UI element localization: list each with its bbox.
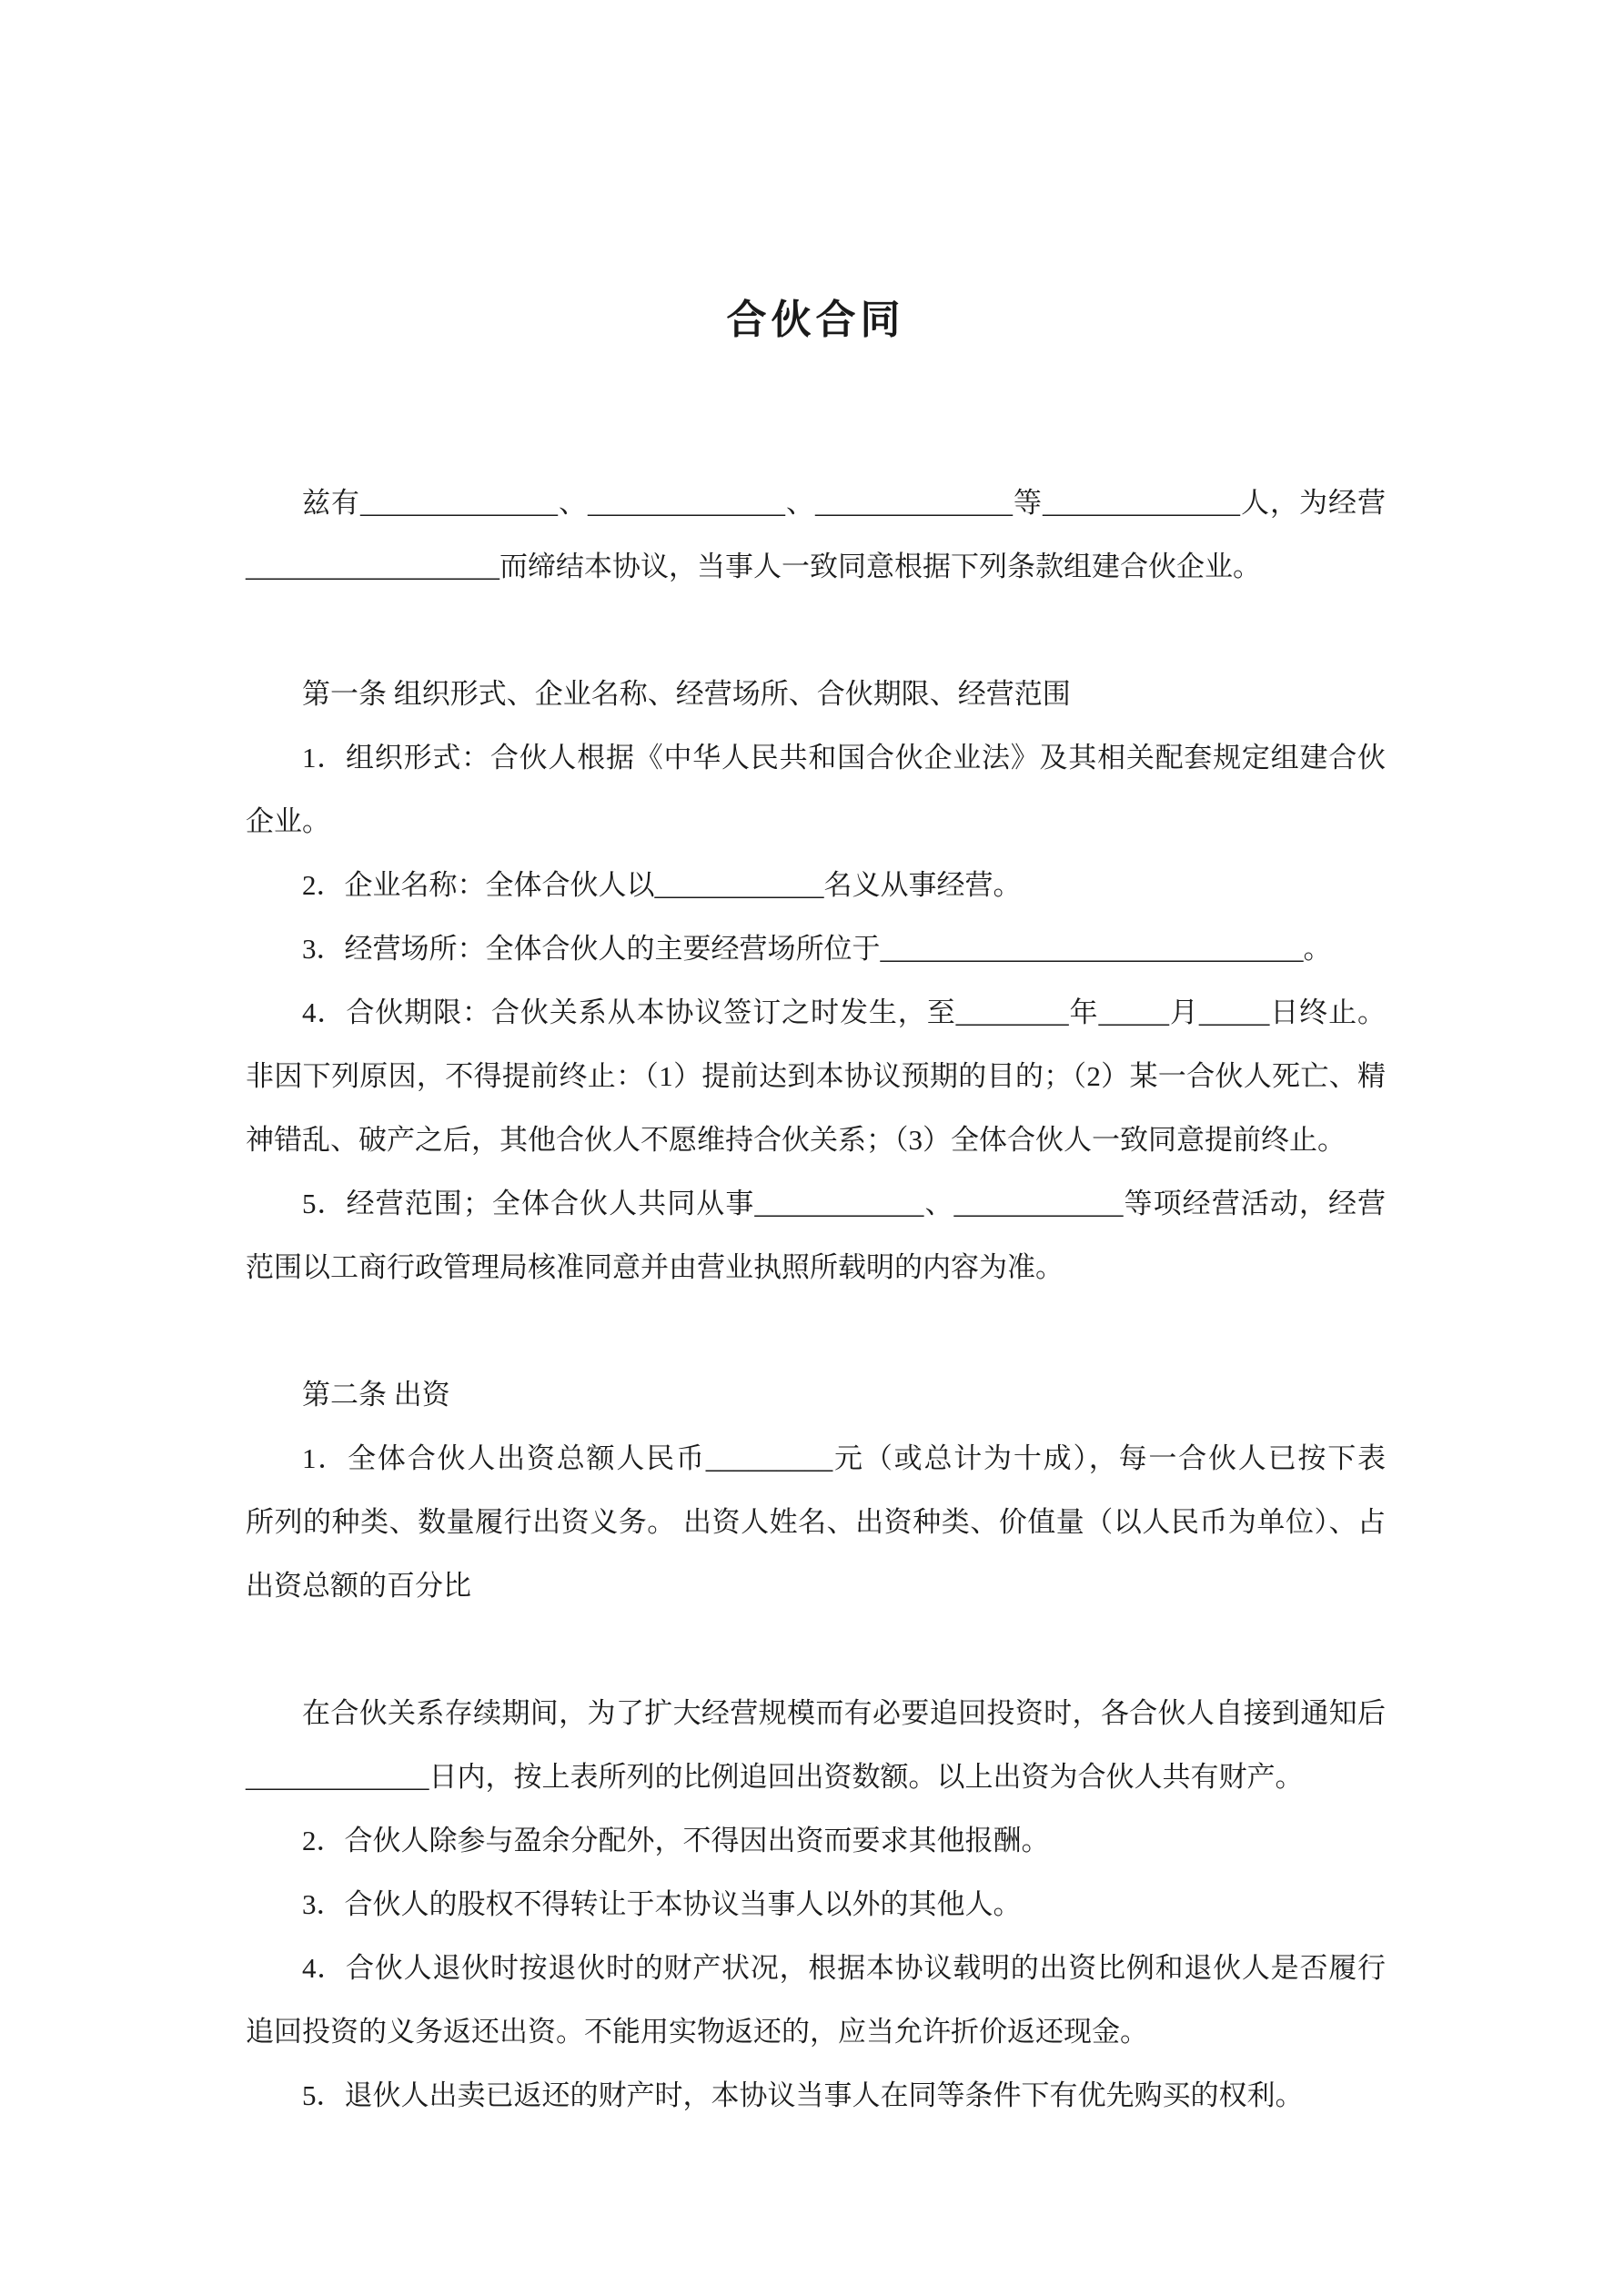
clause-1-4-line-3: 神错乱、破产之后，其他合伙人不愿维持合伙关系；（3）全体合伙人一致同意提前终止。 [246,1124,1346,1156]
clause-2-1-line-3: 出资总额的百分比 [246,1570,471,1602]
contract-body [246,284,1386,2128]
clause-2-4-line-1: 4．合伙人退伙时按退伙时的财产状况，根据本协议载明的出资比例和退伙人是否履行 [302,1952,1386,1984]
clause-2-capital-call-line-1: 在合伙关系存续期间，为了扩大经营规模而有必要追回投资时，各合伙人自接到通知后 [302,1697,1386,1729]
section-1-heading: 第一条 组织形式、企业名称、经营场所、合伙期限、经营范围 [302,678,1071,710]
section-2-heading: 第二条 出资 [302,1379,450,1411]
clause-2-5: 5．退伙人出卖已返还的财产时，本协议当事人在同等条件下有优先购买的权利。 [302,2079,1304,2111]
clause-2-1-line-2: 所列的种类、数量履行出资义务。 出资人姓名、出资种类、价值量（以人民币为单位）、占 [246,1506,1386,1538]
preamble-line-2: __________________而缔结本协议，当事人一致同意根据下列条款组建合伙企业。 [246,551,1261,582]
clause-2-3: 3．合伙人的股权不得转让于本协议当事人以外的其他人。 [302,1888,1022,1920]
preamble-line-1: 兹有______________、______________、______________等______________人，为经营 [302,487,1386,519]
clause-1-1-line-2: 企业。 [246,805,330,837]
clause-1-4-line-1: 4．合伙期限：合伙关系从本协议签订之时发生，至________年_____月_____日终止。 [302,996,1386,1028]
clause-1-3: 3．经营场所：全体合伙人的主要经营场所位于______________________________。 [302,933,1332,965]
blank-line [246,357,1386,471]
blank-line [246,1300,1386,1363]
clause-2-2: 2．合伙人除参与盈余分配外，不得因出资而要求其他报酬。 [302,1825,1050,1856]
clause-1-5-line-1: 5．经营范围；全体合伙人共同从事____________、____________等项经营活动，经营 [302,1188,1386,1219]
clause-1-1-line-1: 1．组织形式：合伙人根据《中华人民共和国合伙企业法》及其相关配套规定组建合伙 [302,742,1386,774]
blank-line [246,599,1386,663]
clause-2-1-line-1: 1．全体合伙人出资总额人民币_________元（或总计为十成），每一合伙人已按下表 [302,1442,1386,1474]
clause-2-capital-call-line-2: _____________日内，按上表所列的比例追回出资数额。以上出资为合伙人共有财产。 [246,1761,1304,1793]
document-title: 合伙合同 [726,298,905,342]
clause-1-5-line-2: 范围以工商行政管理局核准同意并由营业执照所载明的内容为准。 [246,1251,1064,1283]
clause-1-4-line-2: 非因下列原因，不得提前终止：（1）提前达到本协议预期的目的；（2）某一合伙人死亡、精 [246,1060,1386,1092]
clause-1-2: 2．企业名称：全体合伙人以____________名义从事经营。 [302,869,1022,901]
blank-line [246,1618,1386,1682]
clause-2-4-line-2: 追回投资的义务返还出资。不能用实物返还的，应当允许折价返还现金。 [246,2016,1148,2048]
